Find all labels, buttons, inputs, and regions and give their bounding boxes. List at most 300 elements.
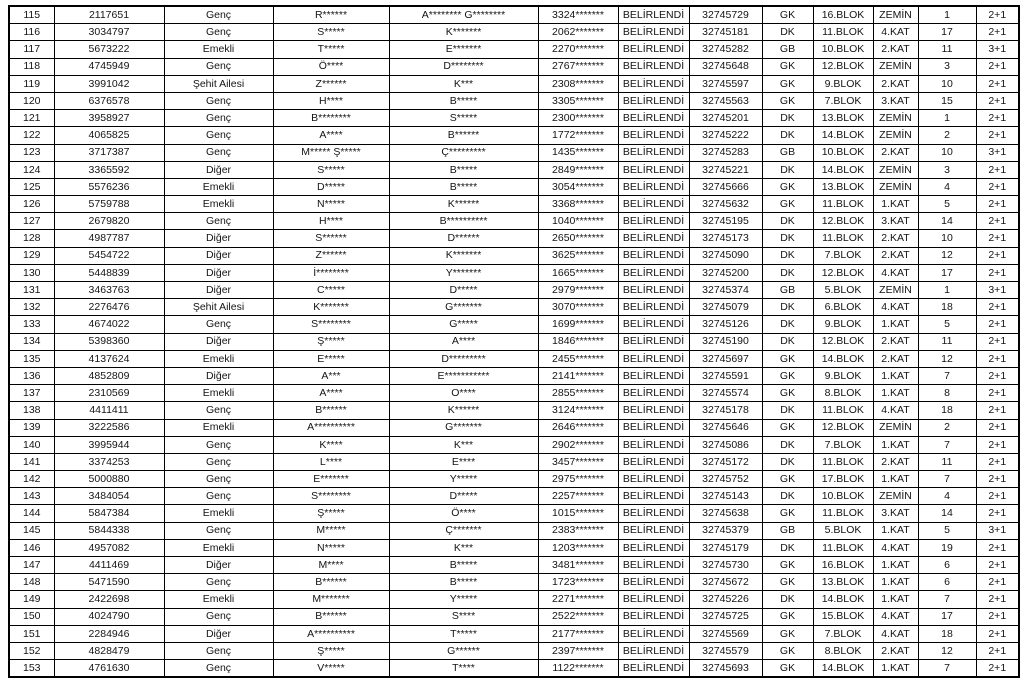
cell-application-no: 3222586: [54, 419, 164, 436]
cell-status: BELİRLENDİ: [618, 333, 689, 350]
cell-row-no: 136: [9, 367, 54, 384]
cell-masked-id-number: 3368*******: [538, 196, 618, 213]
cell-masked-id-number: 1203*******: [538, 539, 618, 556]
cell-apartment-no: 1: [918, 6, 976, 24]
cell-masked-first-name: M***** Ş*****: [273, 144, 389, 161]
cell-masked-id-number: 2308*******: [538, 75, 618, 92]
cell-category-code: DK: [762, 161, 813, 178]
table-row: [9, 247, 1019, 264]
cell-apartment-no: 4: [918, 178, 976, 195]
cell-category: Emekli: [164, 419, 273, 436]
cell-masked-last-name: A****: [389, 333, 538, 350]
cell-category: Genç: [164, 316, 273, 333]
cell-housing-no: 32745569: [689, 625, 762, 642]
cell-category: Emekli: [164, 196, 273, 213]
cell-application-no: 5398360: [54, 333, 164, 350]
cell-application-no: 3995944: [54, 436, 164, 453]
cell-housing-no: 32745597: [689, 75, 762, 92]
cell-row-no: 144: [9, 505, 54, 522]
cell-category: Genç: [164, 6, 273, 24]
cell-masked-last-name: G******: [389, 642, 538, 659]
cell-application-no: 5448839: [54, 264, 164, 281]
cell-masked-id-number: 1665*******: [538, 264, 618, 281]
cell-application-no: 3463763: [54, 282, 164, 299]
cell-application-no: 2284946: [54, 625, 164, 642]
cell-housing-no: 32745729: [689, 6, 762, 24]
cell-housing-no: 32745632: [689, 196, 762, 213]
cell-block: 5.BLOK: [813, 282, 873, 299]
cell-status: BELİRLENDİ: [618, 574, 689, 591]
cell-room-plan: 2+1: [976, 625, 1019, 642]
lottery-results-table: [8, 5, 1020, 678]
cell-masked-last-name: D*****: [389, 282, 538, 299]
cell-housing-no: 32745282: [689, 41, 762, 58]
cell-category: Genç: [164, 522, 273, 539]
cell-apartment-no: 17: [918, 24, 976, 41]
cell-application-no: 4674022: [54, 316, 164, 333]
cell-housing-no: 32745221: [689, 161, 762, 178]
cell-masked-id-number: 2271*******: [538, 591, 618, 608]
cell-category-code: GK: [762, 75, 813, 92]
cell-room-plan: 3+1: [976, 41, 1019, 58]
cell-masked-id-number: 2855*******: [538, 385, 618, 402]
cell-block: 10.BLOK: [813, 144, 873, 161]
cell-category: Genç: [164, 660, 273, 678]
cell-masked-last-name: E***********: [389, 367, 538, 384]
cell-apartment-no: 10: [918, 75, 976, 92]
cell-category: Genç: [164, 110, 273, 127]
cell-apartment-no: 11: [918, 333, 976, 350]
cell-masked-first-name: K****: [273, 436, 389, 453]
cell-apartment-no: 17: [918, 264, 976, 281]
cell-category-code: DK: [762, 488, 813, 505]
cell-room-plan: 2+1: [976, 574, 1019, 591]
cell-status: BELİRLENDİ: [618, 385, 689, 402]
cell-apartment-no: 3: [918, 58, 976, 75]
cell-housing-no: 32745179: [689, 539, 762, 556]
cell-status: BELİRLENDİ: [618, 299, 689, 316]
cell-status: BELİRLENDİ: [618, 367, 689, 384]
cell-masked-id-number: 2383*******: [538, 522, 618, 539]
cell-room-plan: 2+1: [976, 110, 1019, 127]
cell-block: 13.BLOK: [813, 110, 873, 127]
cell-category-code: DK: [762, 316, 813, 333]
cell-row-no: 149: [9, 591, 54, 608]
cell-application-no: 4137624: [54, 350, 164, 367]
cell-housing-no: 32745574: [689, 385, 762, 402]
cell-housing-no: 32745090: [689, 247, 762, 264]
cell-housing-no: 32745222: [689, 127, 762, 144]
cell-status: BELİRLENDİ: [618, 350, 689, 367]
cell-application-no: 5576236: [54, 178, 164, 195]
cell-category: Genç: [164, 127, 273, 144]
cell-application-no: 5847384: [54, 505, 164, 522]
cell-masked-id-number: 2300*******: [538, 110, 618, 127]
cell-application-no: 2276476: [54, 299, 164, 316]
cell-masked-last-name: D********: [389, 58, 538, 75]
cell-floor: 1.KAT: [873, 660, 918, 678]
cell-floor: 1.KAT: [873, 574, 918, 591]
cell-masked-first-name: A**********: [273, 419, 389, 436]
cell-masked-id-number: 3324*******: [538, 6, 618, 24]
cell-category-code: DK: [762, 264, 813, 281]
cell-housing-no: 32745579: [689, 642, 762, 659]
cell-status: BELİRLENDİ: [618, 557, 689, 574]
cell-row-no: 147: [9, 557, 54, 574]
table-row: [9, 58, 1019, 75]
cell-apartment-no: 6: [918, 557, 976, 574]
cell-application-no: 4761630: [54, 660, 164, 678]
cell-masked-first-name: A**********: [273, 625, 389, 642]
cell-apartment-no: 8: [918, 385, 976, 402]
table-row: [9, 230, 1019, 247]
cell-masked-first-name: S******: [273, 230, 389, 247]
cell-masked-last-name: S*****: [389, 110, 538, 127]
cell-masked-id-number: 3625*******: [538, 247, 618, 264]
cell-category-code: DK: [762, 591, 813, 608]
cell-status: BELİRLENDİ: [618, 660, 689, 678]
cell-housing-no: 32745172: [689, 453, 762, 470]
cell-block: 8.BLOK: [813, 385, 873, 402]
cell-masked-first-name: Ö****: [273, 58, 389, 75]
cell-apartment-no: 1: [918, 282, 976, 299]
cell-category: Genç: [164, 144, 273, 161]
cell-masked-first-name: İ********: [273, 264, 389, 281]
cell-category: Diğer: [164, 264, 273, 281]
table-row: [9, 591, 1019, 608]
cell-masked-first-name: A****: [273, 127, 389, 144]
cell-apartment-no: 5: [918, 196, 976, 213]
cell-category-code: GK: [762, 196, 813, 213]
cell-status: BELİRLENDİ: [618, 110, 689, 127]
cell-application-no: 2422698: [54, 591, 164, 608]
cell-housing-no: 32745666: [689, 178, 762, 195]
cell-masked-id-number: 2455*******: [538, 350, 618, 367]
cell-housing-no: 32745563: [689, 92, 762, 109]
cell-apartment-no: 14: [918, 213, 976, 230]
cell-room-plan: 2+1: [976, 488, 1019, 505]
cell-row-no: 130: [9, 264, 54, 281]
cell-category: Emekli: [164, 178, 273, 195]
cell-room-plan: 3+1: [976, 282, 1019, 299]
cell-masked-id-number: 1040*******: [538, 213, 618, 230]
cell-housing-no: 32745195: [689, 213, 762, 230]
table-row: [9, 264, 1019, 281]
cell-block: 11.BLOK: [813, 505, 873, 522]
cell-category: Emekli: [164, 41, 273, 58]
cell-masked-first-name: B******: [273, 608, 389, 625]
cell-room-plan: 2+1: [976, 505, 1019, 522]
cell-masked-id-number: 2062*******: [538, 24, 618, 41]
cell-masked-id-number: 1015*******: [538, 505, 618, 522]
table-row: [9, 350, 1019, 367]
cell-floor: ZEMİN: [873, 488, 918, 505]
cell-status: BELİRLENDİ: [618, 316, 689, 333]
cell-block: 11.BLOK: [813, 539, 873, 556]
cell-category: Şehit Ailesi: [164, 299, 273, 316]
cell-housing-no: 32745638: [689, 505, 762, 522]
cell-row-no: 152: [9, 642, 54, 659]
cell-floor: ZEMİN: [873, 161, 918, 178]
cell-block: 7.BLOK: [813, 92, 873, 109]
cell-housing-no: 32745283: [689, 144, 762, 161]
cell-floor: 2.KAT: [873, 453, 918, 470]
cell-category: Genç: [164, 574, 273, 591]
cell-category-code: GK: [762, 385, 813, 402]
cell-floor: 4.KAT: [873, 625, 918, 642]
cell-row-no: 122: [9, 127, 54, 144]
table-row: [9, 488, 1019, 505]
cell-category: Genç: [164, 471, 273, 488]
cell-apartment-no: 11: [918, 41, 976, 58]
cell-masked-first-name: B********: [273, 110, 389, 127]
cell-room-plan: 2+1: [976, 264, 1019, 281]
cell-masked-last-name: K***: [389, 75, 538, 92]
cell-masked-id-number: 3070*******: [538, 299, 618, 316]
cell-category-code: GK: [762, 419, 813, 436]
cell-block: 12.BLOK: [813, 264, 873, 281]
cell-apartment-no: 11: [918, 453, 976, 470]
cell-room-plan: 3+1: [976, 144, 1019, 161]
cell-masked-id-number: 3481*******: [538, 557, 618, 574]
cell-floor: ZEMİN: [873, 178, 918, 195]
cell-row-no: 141: [9, 453, 54, 470]
cell-room-plan: 2+1: [976, 350, 1019, 367]
cell-status: BELİRLENDİ: [618, 213, 689, 230]
cell-masked-id-number: 3457*******: [538, 453, 618, 470]
cell-block: 11.BLOK: [813, 453, 873, 470]
cell-masked-last-name: K******: [389, 196, 538, 213]
cell-row-no: 135: [9, 350, 54, 367]
cell-masked-last-name: Y*****: [389, 591, 538, 608]
cell-row-no: 133: [9, 316, 54, 333]
cell-masked-first-name: V*****: [273, 660, 389, 678]
table-row: [9, 660, 1019, 678]
cell-application-no: 3991042: [54, 75, 164, 92]
cell-room-plan: 2+1: [976, 453, 1019, 470]
table-row: [9, 367, 1019, 384]
cell-masked-id-number: 2650*******: [538, 230, 618, 247]
cell-category: Emekli: [164, 539, 273, 556]
cell-application-no: 3484054: [54, 488, 164, 505]
cell-housing-no: 32745591: [689, 367, 762, 384]
cell-masked-last-name: A******** G********: [389, 6, 538, 24]
cell-row-no: 124: [9, 161, 54, 178]
table-row: [9, 385, 1019, 402]
table-row: [9, 299, 1019, 316]
cell-category: Şehit Ailesi: [164, 75, 273, 92]
cell-masked-id-number: 2975*******: [538, 471, 618, 488]
cell-housing-no: 32745079: [689, 299, 762, 316]
cell-housing-no: 32745126: [689, 316, 762, 333]
cell-apartment-no: 19: [918, 539, 976, 556]
table-row: [9, 144, 1019, 161]
cell-row-no: 128: [9, 230, 54, 247]
cell-block: 14.BLOK: [813, 161, 873, 178]
cell-room-plan: 2+1: [976, 557, 1019, 574]
cell-block: 9.BLOK: [813, 316, 873, 333]
cell-room-plan: 2+1: [976, 333, 1019, 350]
cell-room-plan: 2+1: [976, 419, 1019, 436]
cell-housing-no: 32745201: [689, 110, 762, 127]
cell-category: Emekli: [164, 385, 273, 402]
cell-status: BELİRLENDİ: [618, 75, 689, 92]
cell-masked-last-name: G*******: [389, 419, 538, 436]
cell-category: Diğer: [164, 625, 273, 642]
cell-application-no: 4957082: [54, 539, 164, 556]
cell-apartment-no: 7: [918, 367, 976, 384]
cell-masked-first-name: M****: [273, 557, 389, 574]
cell-application-no: 5454722: [54, 247, 164, 264]
cell-floor: 1.KAT: [873, 557, 918, 574]
cell-floor: 1.KAT: [873, 436, 918, 453]
cell-category-code: GK: [762, 574, 813, 591]
cell-room-plan: 2+1: [976, 539, 1019, 556]
cell-room-plan: 2+1: [976, 402, 1019, 419]
cell-category-code: GK: [762, 557, 813, 574]
cell-masked-last-name: B*****: [389, 161, 538, 178]
table-row: [9, 92, 1019, 109]
cell-masked-first-name: Ş*****: [273, 505, 389, 522]
cell-status: BELİRLENDİ: [618, 196, 689, 213]
cell-status: BELİRLENDİ: [618, 642, 689, 659]
cell-housing-no: 32745672: [689, 574, 762, 591]
cell-block: 14.BLOK: [813, 127, 873, 144]
cell-category-code: DK: [762, 230, 813, 247]
cell-apartment-no: 15: [918, 92, 976, 109]
cell-masked-first-name: M*******: [273, 591, 389, 608]
cell-housing-no: 32745190: [689, 333, 762, 350]
cell-row-no: 117: [9, 41, 54, 58]
cell-row-no: 119: [9, 75, 54, 92]
cell-floor: 4.KAT: [873, 608, 918, 625]
cell-masked-first-name: S********: [273, 316, 389, 333]
cell-masked-id-number: 1772*******: [538, 127, 618, 144]
cell-category-code: DK: [762, 110, 813, 127]
cell-housing-no: 32745725: [689, 608, 762, 625]
cell-row-no: 115: [9, 6, 54, 24]
cell-masked-last-name: T****: [389, 660, 538, 678]
cell-category-code: GK: [762, 625, 813, 642]
cell-masked-last-name: Y*****: [389, 471, 538, 488]
cell-masked-id-number: 1723*******: [538, 574, 618, 591]
cell-block: 17.BLOK: [813, 471, 873, 488]
cell-row-no: 132: [9, 299, 54, 316]
cell-masked-first-name: S*****: [273, 24, 389, 41]
cell-masked-last-name: Ö****: [389, 505, 538, 522]
cell-floor: 1.KAT: [873, 316, 918, 333]
cell-category-code: DK: [762, 333, 813, 350]
cell-application-no: 4411469: [54, 557, 164, 574]
cell-masked-id-number: 3305*******: [538, 92, 618, 109]
cell-status: BELİRLENDİ: [618, 230, 689, 247]
cell-row-no: 131: [9, 282, 54, 299]
table-row: [9, 24, 1019, 41]
cell-category-code: DK: [762, 24, 813, 41]
cell-status: BELİRLENDİ: [618, 247, 689, 264]
cell-masked-id-number: 2257*******: [538, 488, 618, 505]
cell-apartment-no: 7: [918, 660, 976, 678]
cell-block: 7.BLOK: [813, 625, 873, 642]
cell-row-no: 139: [9, 419, 54, 436]
cell-status: BELİRLENDİ: [618, 144, 689, 161]
cell-category-code: GB: [762, 522, 813, 539]
cell-room-plan: 2+1: [976, 196, 1019, 213]
cell-row-no: 150: [9, 608, 54, 625]
cell-masked-id-number: 2270*******: [538, 41, 618, 58]
table-row: [9, 505, 1019, 522]
cell-masked-id-number: 1122*******: [538, 660, 618, 678]
table-row: [9, 557, 1019, 574]
cell-row-no: 123: [9, 144, 54, 161]
cell-floor: ZEMİN: [873, 110, 918, 127]
cell-application-no: 4411411: [54, 402, 164, 419]
cell-block: 10.BLOK: [813, 488, 873, 505]
cell-masked-first-name: L****: [273, 453, 389, 470]
cell-room-plan: 2+1: [976, 75, 1019, 92]
cell-application-no: 4852809: [54, 367, 164, 384]
cell-masked-last-name: B******: [389, 127, 538, 144]
cell-apartment-no: 17: [918, 608, 976, 625]
table-row: [9, 41, 1019, 58]
cell-block: 13.BLOK: [813, 574, 873, 591]
cell-row-no: 153: [9, 660, 54, 678]
cell-status: BELİRLENDİ: [618, 161, 689, 178]
cell-application-no: 3717387: [54, 144, 164, 161]
cell-application-no: 2310569: [54, 385, 164, 402]
cell-block: 11.BLOK: [813, 230, 873, 247]
cell-status: BELİRLENDİ: [618, 608, 689, 625]
cell-masked-last-name: K***: [389, 436, 538, 453]
cell-housing-no: 32745181: [689, 24, 762, 41]
cell-floor: ZEMİN: [873, 419, 918, 436]
cell-floor: 1.KAT: [873, 591, 918, 608]
cell-apartment-no: 5: [918, 316, 976, 333]
cell-masked-last-name: E*******: [389, 41, 538, 58]
cell-masked-last-name: K***: [389, 539, 538, 556]
cell-masked-first-name: Ş*****: [273, 333, 389, 350]
cell-housing-no: 32745379: [689, 522, 762, 539]
cell-application-no: 3365592: [54, 161, 164, 178]
cell-floor: 4.KAT: [873, 402, 918, 419]
cell-status: BELİRLENDİ: [618, 127, 689, 144]
cell-room-plan: 2+1: [976, 127, 1019, 144]
cell-floor: 2.KAT: [873, 75, 918, 92]
cell-apartment-no: 2: [918, 127, 976, 144]
cell-masked-id-number: 1435*******: [538, 144, 618, 161]
cell-block: 16.BLOK: [813, 557, 873, 574]
cell-row-no: 134: [9, 333, 54, 350]
cell-category: Genç: [164, 453, 273, 470]
cell-category-code: GB: [762, 41, 813, 58]
cell-housing-no: 32745178: [689, 402, 762, 419]
cell-floor: ZEMİN: [873, 127, 918, 144]
cell-row-no: 138: [9, 402, 54, 419]
cell-masked-first-name: H****: [273, 92, 389, 109]
cell-room-plan: 2+1: [976, 230, 1019, 247]
table-row: [9, 574, 1019, 591]
cell-category: Genç: [164, 402, 273, 419]
cell-apartment-no: 2: [918, 419, 976, 436]
cell-masked-id-number: 2646*******: [538, 419, 618, 436]
cell-floor: 3.KAT: [873, 92, 918, 109]
cell-block: 13.BLOK: [813, 178, 873, 195]
cell-category: Diğer: [164, 247, 273, 264]
cell-status: BELİRLENDİ: [618, 505, 689, 522]
cell-room-plan: 2+1: [976, 316, 1019, 333]
cell-masked-last-name: D******: [389, 230, 538, 247]
cell-category-code: GB: [762, 282, 813, 299]
